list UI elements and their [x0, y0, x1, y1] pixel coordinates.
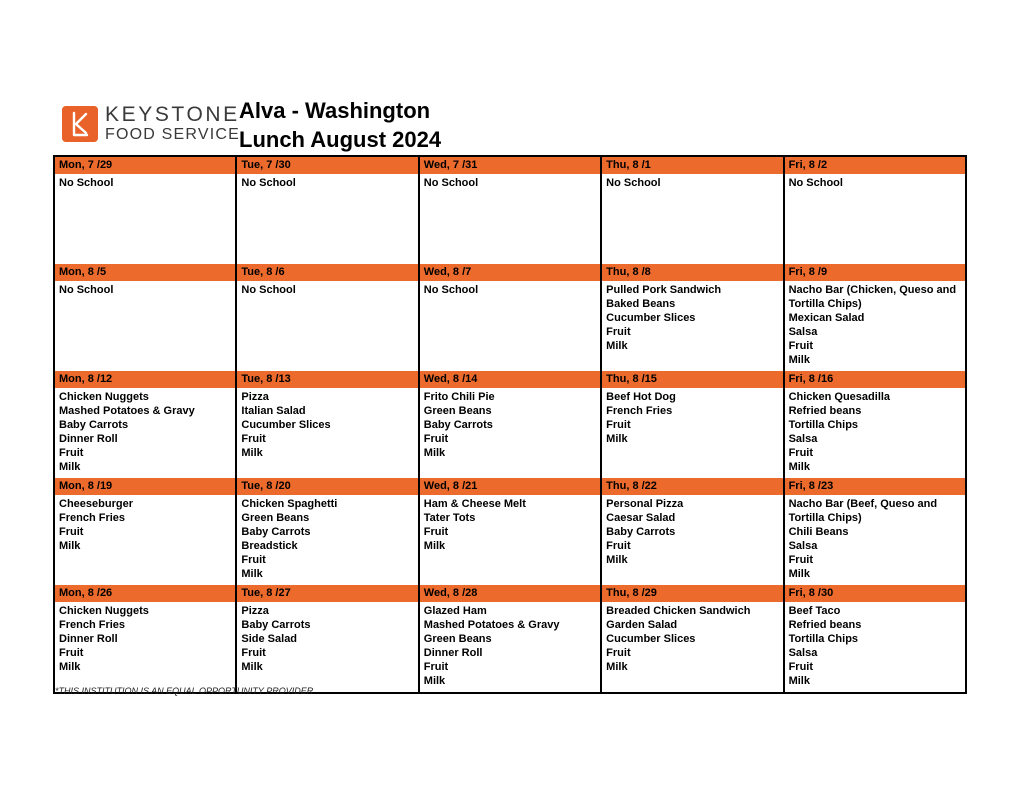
- day-header: Mon, 8 /5: [54, 264, 236, 281]
- menu-item: No School: [606, 177, 661, 189]
- menu-item: No School: [423, 284, 479, 296]
- menu-item: Milk: [241, 661, 263, 673]
- week-header-row: [54, 156, 966, 174]
- menu-item: Salsa: [788, 647, 818, 659]
- menu-item: Refried beans: [788, 619, 862, 631]
- menu-item: Fruit: [606, 326, 631, 338]
- menu-item: Fruit: [241, 554, 266, 566]
- menu-item: No School: [788, 177, 843, 189]
- menu-item: Milk: [606, 433, 628, 445]
- menu-item: Beef Taco: [788, 605, 841, 617]
- menu-item: Baby Carrots: [606, 526, 676, 538]
- menu-item: No School: [59, 284, 114, 296]
- menu-item: Fruit: [788, 554, 814, 566]
- menu-item: Chicken Nuggets: [59, 605, 149, 617]
- menu-item: Fruit: [423, 526, 449, 538]
- day-header: Fri, 8 /23: [784, 478, 966, 495]
- menu-item: Tortilla Chips: [788, 419, 859, 431]
- menu-item: Milk: [606, 340, 628, 352]
- menu-item: Baked Beans: [606, 298, 676, 310]
- week-header-row: [54, 264, 966, 281]
- day-header: Wed, 8 /7: [419, 264, 601, 281]
- menu-item: Milk: [59, 661, 81, 673]
- menu-item: Milk: [788, 354, 810, 366]
- menu-item: Baby Carrots: [423, 419, 493, 431]
- week-menu-row: [54, 495, 966, 585]
- menu-item: Refried beans: [788, 405, 862, 417]
- menu-item: Dinner Roll: [423, 647, 483, 659]
- menu-item: Fruit: [606, 647, 631, 659]
- menu-item: Fruit: [59, 447, 84, 459]
- menu-item: Tater Tots: [423, 512, 476, 524]
- menu-item: Frito Chili Pie: [423, 391, 495, 403]
- day-menu-cell: [601, 388, 783, 478]
- menu-item: Pulled Pork Sandwich: [606, 284, 722, 296]
- menu-item: Chicken Spaghetti: [241, 498, 338, 510]
- menu-item: Green Beans: [423, 405, 492, 417]
- day-menu-cell: [784, 495, 966, 585]
- menu-item: Baby Carrots: [59, 419, 129, 431]
- menu-item: Cucumber Slices: [606, 312, 696, 324]
- menu-item: Fruit: [423, 661, 449, 673]
- menu-item: Side Salad: [241, 633, 298, 645]
- menu-item: French Fries: [59, 512, 126, 524]
- week-header-row: [54, 371, 966, 388]
- day-menu-cell: [54, 602, 236, 693]
- menu-item: Milk: [788, 675, 810, 687]
- school-name: Alva - Washington: [239, 98, 431, 123]
- day-menu-cell: [236, 174, 418, 264]
- menu-item: Mashed Potatoes & Gravy: [423, 619, 560, 631]
- day-header: Tue, 8 /27: [236, 585, 418, 602]
- menu-item: Garden Salad: [606, 619, 678, 631]
- day-header: Tue, 8 /20: [236, 478, 418, 495]
- menu-item: Baby Carrots: [241, 526, 311, 538]
- day-menu-cell: [601, 495, 783, 585]
- menu-item: Fruit: [606, 419, 631, 431]
- day-menu-cell: [601, 602, 783, 693]
- menu-item: Italian Salad: [241, 405, 306, 417]
- day-menu-cell: [784, 281, 966, 371]
- menu-item: Chicken Nuggets: [59, 391, 149, 403]
- day-header: Tue, 8 /13: [236, 371, 418, 388]
- menu-item: Mexican Salad: [788, 312, 865, 324]
- menu-item: Milk: [788, 568, 810, 580]
- menu-item: Fruit: [788, 661, 814, 673]
- day-menu-cell: [54, 388, 236, 478]
- menu-item: Fruit: [423, 433, 449, 445]
- menu-item: Green Beans: [241, 512, 310, 524]
- menu-item: Milk: [423, 675, 446, 687]
- menu-item: Nacho Bar (Beef, Queso and Tortilla Chips): [788, 498, 938, 524]
- menu-item: Cucumber Slices: [241, 419, 331, 431]
- menu-item: Tortilla Chips: [788, 633, 859, 645]
- week-menu-row: [54, 602, 966, 693]
- day-menu-cell: [54, 495, 236, 585]
- menu-item: French Fries: [59, 619, 126, 631]
- menu-item: Fruit: [241, 433, 266, 445]
- menu-item: Caesar Salad: [606, 512, 676, 524]
- day-menu-cell: [419, 388, 601, 478]
- logo-line2: FOOD SERVICE: [105, 126, 241, 143]
- menu-item: Salsa: [788, 326, 818, 338]
- day-header: Fri, 8 /9: [784, 264, 966, 281]
- day-header: Mon, 8 /26: [54, 585, 236, 602]
- menu-item: Cheeseburger: [59, 498, 133, 510]
- keystone-k-icon: [62, 106, 98, 142]
- menu-item: Chicken Quesadilla: [788, 391, 891, 403]
- logo-wordmark: [105, 104, 240, 143]
- menu-item: Fruit: [788, 447, 814, 459]
- menu-item: Fruit: [606, 540, 631, 552]
- menu-item: Dinner Roll: [59, 433, 118, 445]
- day-menu-cell: [419, 495, 601, 585]
- day-header: Fri, 8 /2: [784, 156, 966, 174]
- menu-item: Glazed Ham: [423, 605, 487, 617]
- day-header: Wed, 7 /31: [419, 156, 601, 174]
- menu-item: Personal Pizza: [606, 498, 684, 510]
- day-menu-cell: [236, 388, 418, 478]
- day-menu-cell: [419, 281, 601, 371]
- menu-item: Chili Beans: [788, 526, 849, 538]
- day-header: Tue, 7 /30: [236, 156, 418, 174]
- menu-item: No School: [241, 177, 296, 189]
- menu-item: Milk: [423, 447, 446, 459]
- day-header: Wed, 8 /14: [419, 371, 601, 388]
- day-menu-cell: [601, 281, 783, 371]
- menu-item: Milk: [606, 554, 628, 566]
- menu-item: Baby Carrots: [241, 619, 311, 631]
- week-menu-row: [54, 281, 966, 371]
- day-menu-cell: [784, 388, 966, 478]
- menu-item: Salsa: [788, 540, 818, 552]
- day-menu-cell: [784, 602, 966, 693]
- menu-item: Breaded Chicken Sandwich: [606, 605, 751, 617]
- menu-item: Mashed Potatoes & Gravy: [59, 405, 195, 417]
- day-menu-cell: [236, 602, 418, 693]
- day-menu-cell: [419, 174, 601, 264]
- menu-item: Fruit: [788, 340, 814, 352]
- menu-item: Fruit: [59, 526, 84, 538]
- menu-item: Fruit: [241, 647, 266, 659]
- day-menu-cell: [784, 174, 966, 264]
- day-header: Fri, 8 /16: [784, 371, 966, 388]
- menu-item: Breadstick: [241, 540, 298, 552]
- menu-item: Cucumber Slices: [606, 633, 696, 645]
- week-menu-row: [54, 174, 966, 264]
- menu-item: Ham & Cheese Melt: [423, 498, 526, 510]
- menu-item: Milk: [59, 540, 81, 552]
- menu-item: Milk: [241, 447, 263, 459]
- day-menu-cell: [236, 495, 418, 585]
- menu-item: Green Beans: [423, 633, 492, 645]
- menu-item: Pizza: [241, 605, 269, 617]
- day-header: Mon, 8 /12: [54, 371, 236, 388]
- menu-item: French Fries: [606, 405, 673, 417]
- menu-item: Milk: [423, 540, 446, 552]
- menu-item: No School: [423, 177, 479, 189]
- day-header: Thu, 8 /22: [601, 478, 783, 495]
- menu-item: No School: [59, 177, 114, 189]
- day-header: Thu, 8 /29: [601, 585, 783, 602]
- day-header: Thu, 8 /1: [601, 156, 783, 174]
- menu-item: Nacho Bar (Chicken, Queso and Tortilla Chips): [788, 284, 957, 310]
- equal-opportunity-notice: *THIS INSTITUTION IS AN EQUAL OPPORTUNITY PROVIDER: [55, 686, 314, 696]
- day-header: Thu, 8 /8: [601, 264, 783, 281]
- day-menu-cell: [236, 281, 418, 371]
- menu-item: Beef Hot Dog: [606, 391, 676, 403]
- menu-period: Lunch August 2024: [239, 127, 442, 152]
- menu-item: Milk: [241, 568, 263, 580]
- day-menu-cell: [54, 281, 236, 371]
- menu-item: Salsa: [788, 433, 818, 445]
- menu-item: Dinner Roll: [59, 633, 118, 645]
- day-header: Mon, 8 /19: [54, 478, 236, 495]
- day-menu-cell: [419, 602, 601, 693]
- menu-item: Milk: [788, 461, 810, 473]
- menu-title: [239, 96, 441, 154]
- keystone-logo: [62, 104, 240, 143]
- menu-item: Pizza: [241, 391, 269, 403]
- day-header: Mon, 7 /29: [54, 156, 236, 174]
- day-header: Fri, 8 /30: [784, 585, 966, 602]
- menu-item: No School: [241, 284, 296, 296]
- menu-item: Fruit: [59, 647, 84, 659]
- day-menu-cell: [54, 174, 236, 264]
- week-menu-row: [54, 388, 966, 478]
- menu-item: Milk: [59, 461, 81, 473]
- menu-item: Milk: [606, 661, 628, 673]
- logo-line1: KEYSTONE: [105, 103, 240, 126]
- day-header: Wed, 8 /28: [419, 585, 601, 602]
- week-header-row: [54, 585, 966, 602]
- day-menu-cell: [601, 174, 783, 264]
- day-header: Wed, 8 /21: [419, 478, 601, 495]
- day-header: Tue, 8 /6: [236, 264, 418, 281]
- lunch-calendar: [53, 155, 967, 694]
- week-header-row: [54, 478, 966, 495]
- day-header: Thu, 8 /15: [601, 371, 783, 388]
